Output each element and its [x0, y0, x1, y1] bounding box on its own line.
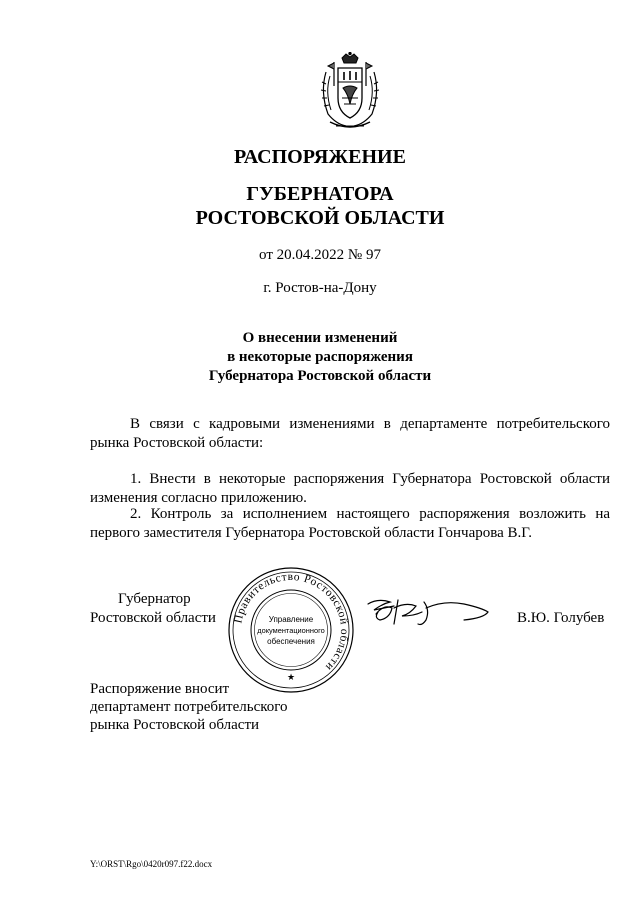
date-number: от 20.04.2022 № 97 [259, 247, 381, 263]
subject-line1: О внесении изменений [242, 330, 398, 346]
coat-of-arms-icon [316, 52, 384, 132]
footer-file-path: Y:\ORST\Rgo\0420r097.f22.docx [90, 859, 213, 869]
item-1-number: 1. [130, 471, 142, 487]
stamp-inner-line2: документационного [257, 626, 325, 635]
document-type-title: РАСПОРЯЖЕНИЕ [234, 146, 406, 168]
signer-position-line2: Ростовской области [90, 610, 216, 626]
stamp-star-icon: ★ [286, 672, 296, 682]
signer-name: В.Ю. Голубев [517, 610, 605, 626]
signer-position-line1: Губернатор [118, 591, 191, 607]
item-1 [90, 470, 610, 508]
subject-line3: Губернатора Ростовской области [208, 368, 432, 384]
handwritten-signature-icon [364, 594, 496, 630]
official-seal-icon [227, 566, 355, 694]
issuer-line1: ГУБЕРНАТОРА [246, 183, 394, 205]
intro-paragraph [90, 415, 610, 453]
intro-text: В связи с кадровыми изменениями в департаменте потребительского рынка Ростовской области: [90, 416, 610, 451]
stamp-inner-line1: Управление [268, 615, 314, 624]
issuer-line2: РОСТОВСКОЙ ОБЛАСТИ [195, 207, 445, 229]
item-2-number: 2. [130, 506, 142, 522]
submitted-by-line2: департамент потребительского [90, 699, 288, 715]
submitted-by-line1: Распоряжение вносит [90, 681, 230, 697]
place: г. Ростов-на-Дону [263, 280, 377, 296]
submitted-by-line3: рынка Ростовской области [90, 717, 260, 733]
item-2-text: Контроль за исполнением настоящего распоряжения возложить на первого заместителя Губернатора Ростовской области Гончарова В.Г. [90, 506, 611, 541]
item-1-text: Внести в некоторые распоряжения Губернатора Ростовской области изменения согласно приложению. [90, 471, 610, 506]
stamp-outer-text: Правительство Ростовской области [232, 570, 351, 674]
item-2 [90, 505, 610, 543]
stamp-inner-line3: обеспечения [267, 637, 315, 646]
subject-line2: в некоторые распоряжения [227, 349, 413, 365]
